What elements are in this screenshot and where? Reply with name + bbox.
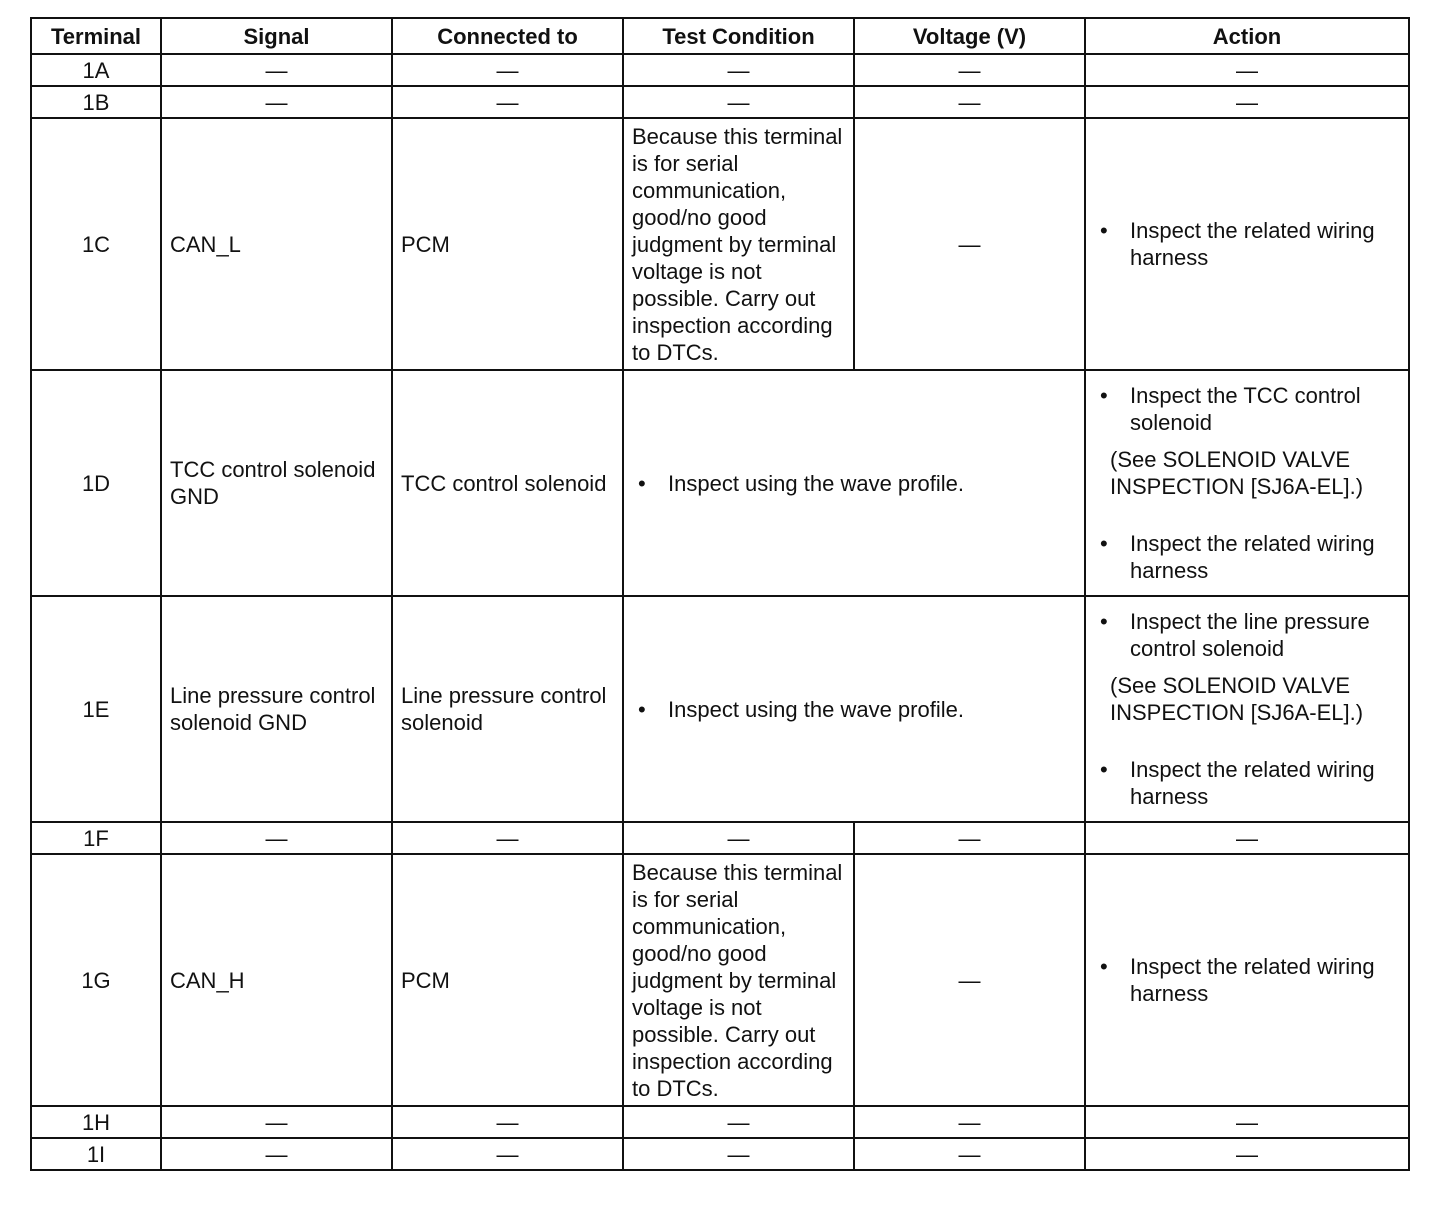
test-condition-cell: — (623, 86, 854, 118)
signal-cell: TCC control solenoid GND (161, 370, 392, 596)
terminal-cell: 1E (31, 596, 161, 822)
signal-cell: — (161, 1106, 392, 1138)
test-condition-list (632, 696, 1076, 723)
header-terminal: Terminal (31, 18, 161, 54)
action-cell: — (1085, 86, 1409, 118)
action-item: • Inspect the related wiring harness (1094, 217, 1400, 271)
connected-cell: Line pressure control solenoid (392, 596, 623, 822)
table-row (31, 596, 1409, 822)
signal-cell: — (161, 1138, 392, 1170)
action-item: • Inspect the line pressure control solenoid (1094, 608, 1400, 662)
signal-cell: CAN_H (161, 854, 392, 1106)
action-list (1094, 530, 1400, 584)
test-condition-cell: — (623, 822, 854, 854)
terminal-voltage-table (30, 17, 1410, 1171)
action-item: • Inspect the related wiring harness (1094, 756, 1400, 810)
terminal-cell: 1I (31, 1138, 161, 1170)
action-cell: — (1085, 1106, 1409, 1138)
header-connected-to: Connected to (392, 18, 623, 54)
test-condition-cell: — (623, 1138, 854, 1170)
action-list (1094, 756, 1400, 810)
test-condition-cell (623, 596, 1085, 822)
table-row (31, 822, 1409, 854)
terminal-cell: 1H (31, 1106, 161, 1138)
action-list (1094, 382, 1400, 436)
test-condition-item: • Inspect using the wave profile. (632, 696, 1076, 723)
action-cell (1085, 854, 1409, 1106)
test-condition-cell (623, 370, 1085, 596)
table-row (31, 370, 1409, 596)
signal-cell: — (161, 54, 392, 86)
table-row (31, 54, 1409, 86)
test-condition-cell: Because this terminal is for serial communication, good/no good judgment by terminal voltage is not possible. Carry out inspection according to DTCs. (623, 118, 854, 370)
header-voltage: Voltage (V) (854, 18, 1085, 54)
header-test-condition: Test Condition (623, 18, 854, 54)
terminal-cell: 1F (31, 822, 161, 854)
test-condition-item: • Inspect using the wave profile. (632, 470, 1076, 497)
action-item: • Inspect the related wiring harness (1094, 530, 1400, 584)
action-item: • Inspect the related wiring harness (1094, 953, 1400, 1007)
table-row (31, 854, 1409, 1106)
terminal-cell: 1A (31, 54, 161, 86)
terminal-cell: 1B (31, 86, 161, 118)
voltage-cell: — (854, 54, 1085, 86)
terminal-cell: 1G (31, 854, 161, 1106)
action-cell: — (1085, 822, 1409, 854)
table-row (31, 1138, 1409, 1170)
terminal-cell: 1C (31, 118, 161, 370)
voltage-cell: — (854, 118, 1085, 370)
action-cell: — (1085, 54, 1409, 86)
test-condition-cell: — (623, 54, 854, 86)
voltage-cell: — (854, 822, 1085, 854)
signal-cell: — (161, 86, 392, 118)
action-item: • Inspect the TCC control solenoid (1094, 382, 1400, 436)
voltage-cell: — (854, 1138, 1085, 1170)
action-list (1094, 217, 1400, 271)
see-reference: (See SOLENOID VALVE INSPECTION [SJ6A-EL].) (1110, 447, 1364, 499)
test-condition-cell: — (623, 1106, 854, 1138)
table-row (31, 118, 1409, 370)
table-row (31, 1106, 1409, 1138)
voltage-cell: — (854, 1106, 1085, 1138)
see-reference: (See SOLENOID VALVE INSPECTION [SJ6A-EL].) (1110, 673, 1364, 725)
signal-cell: — (161, 822, 392, 854)
connected-cell: TCC control solenoid (392, 370, 623, 596)
action-list (1094, 953, 1400, 1007)
connected-cell: — (392, 1138, 623, 1170)
header-signal: Signal (161, 18, 392, 54)
action-cell: — (1085, 1138, 1409, 1170)
table-header-row (31, 18, 1409, 54)
test-condition-list (632, 470, 1076, 497)
voltage-cell: — (854, 86, 1085, 118)
connected-cell: PCM (392, 118, 623, 370)
table-row (31, 86, 1409, 118)
connected-cell: — (392, 54, 623, 86)
signal-cell: CAN_L (161, 118, 392, 370)
action-list (1094, 608, 1400, 662)
terminal-cell: 1D (31, 370, 161, 596)
action-cell (1085, 370, 1409, 596)
connected-cell: — (392, 86, 623, 118)
voltage-cell: — (854, 854, 1085, 1106)
test-condition-cell: Because this terminal is for serial communication, good/no good judgment by terminal voltage is not possible. Carry out inspection according to DTCs. (623, 854, 854, 1106)
signal-cell: Line pressure control solenoid GND (161, 596, 392, 822)
connected-cell: PCM (392, 854, 623, 1106)
connected-cell: — (392, 1106, 623, 1138)
header-action: Action (1085, 18, 1409, 54)
action-cell (1085, 596, 1409, 822)
action-cell (1085, 118, 1409, 370)
connected-cell: — (392, 822, 623, 854)
